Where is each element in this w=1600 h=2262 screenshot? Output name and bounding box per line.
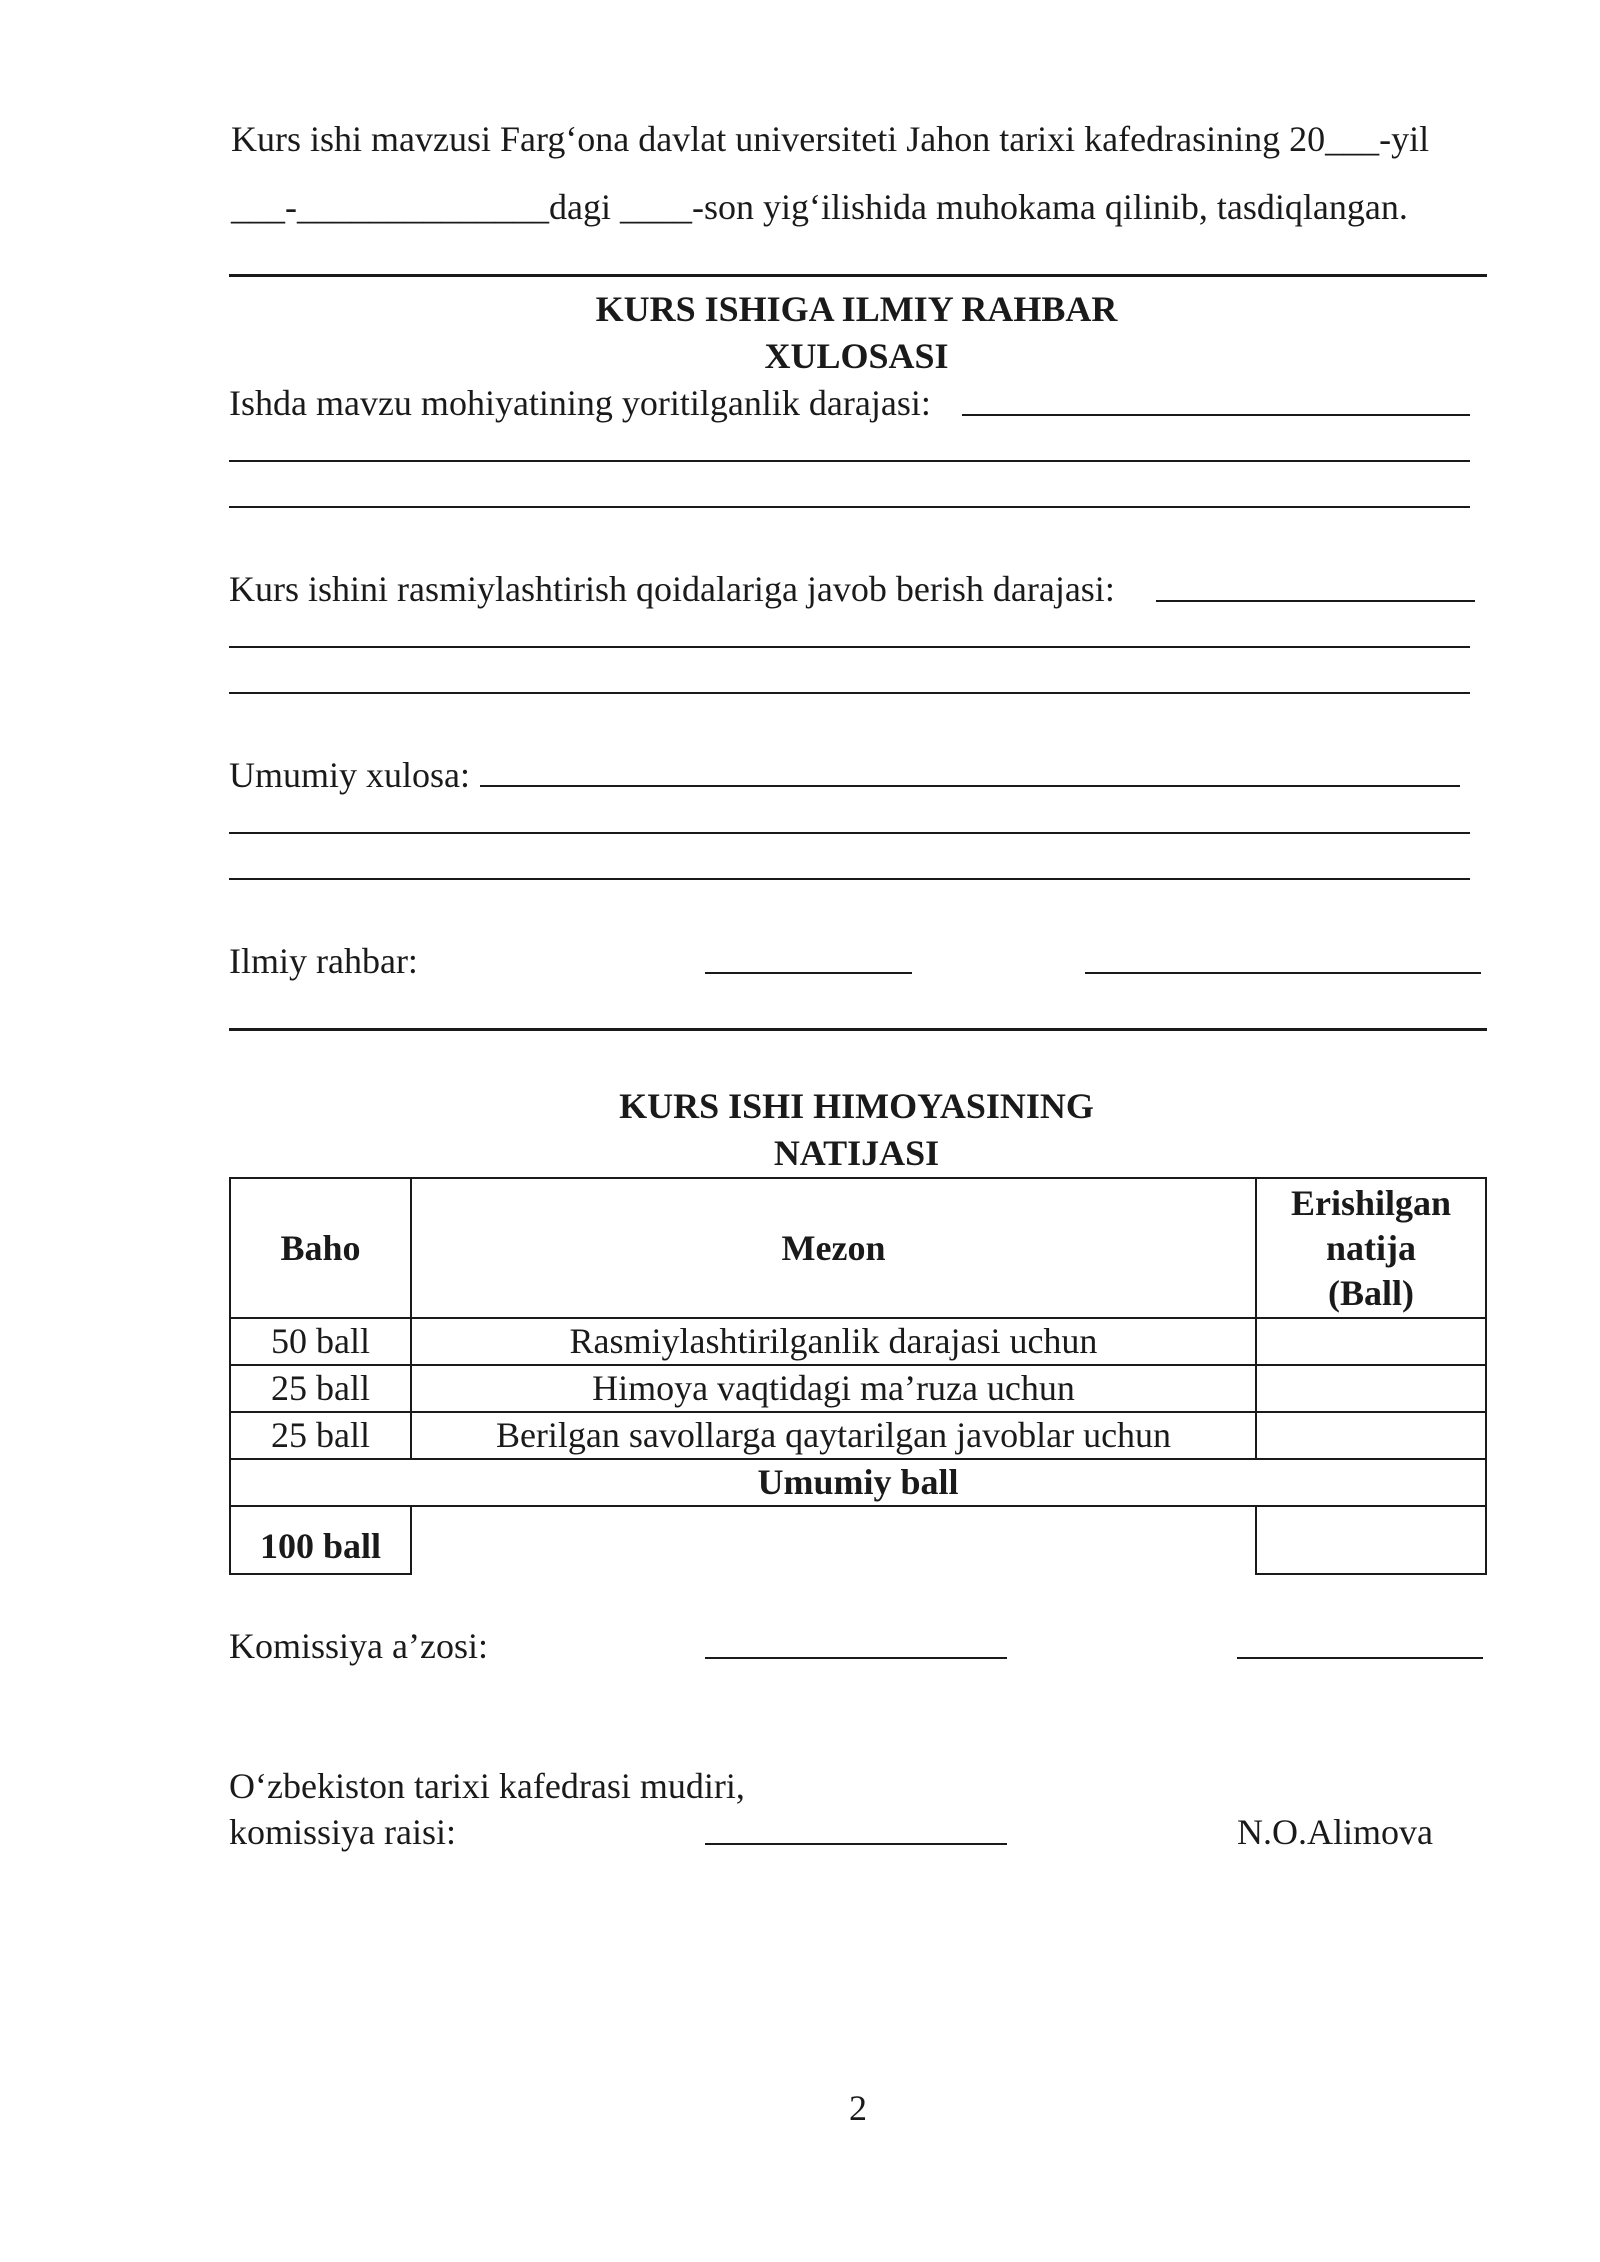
row-criterion: Berilgan savollarga qaytarilgan javoblar uchun — [411, 1412, 1256, 1459]
table-row — [230, 1412, 1486, 1459]
header-result-line-3: (Ball) — [1328, 1272, 1414, 1313]
results-title-line-1: KURS ISHI HIMOYASINING — [619, 1086, 1094, 1126]
conclusion-blank-line — [229, 832, 1470, 834]
commission-name-blank — [1237, 1657, 1483, 1659]
header-result-line-1: Erishilgan — [1290, 1182, 1452, 1223]
total-label: Umumiy ball — [230, 1459, 1486, 1506]
intro-line-1: Kurs ishi mavzusi Farg‘ona davlat universiteti Jahon tarixi kafedrasining 20___-yil — [231, 119, 1430, 159]
header-criterion: Mezon — [411, 1178, 1256, 1318]
supervisor-name-blank — [1085, 972, 1481, 974]
results-table — [229, 1177, 1487, 1575]
coverage-blank-line — [229, 460, 1470, 462]
head-label-line-1: O‘zbekiston tarixi kafedrasi mudiri, — [229, 1766, 745, 1806]
supervisor-signature-blank — [705, 972, 912, 974]
conclusion-title-line-2: XULOSASI — [764, 336, 949, 376]
row-result-cell — [1256, 1318, 1486, 1365]
supervisor-label: Ilmiy rahbar: — [229, 941, 418, 981]
commission-member-label: Komissiya a’zosi: — [229, 1626, 488, 1666]
row-grade: 25 ball — [230, 1412, 411, 1459]
results-title-line-2: NATIJASI — [773, 1133, 940, 1173]
head-label-line-2: komissiya raisi: — [229, 1812, 456, 1852]
coverage-level-blank — [962, 414, 1470, 416]
section-divider — [229, 1028, 1487, 1031]
total-grade: 100 ball — [230, 1506, 411, 1574]
table-header-row — [230, 1178, 1486, 1318]
coverage-level-label: Ishda mavzu mohiyatining yoritilganlik darajasi: — [229, 383, 931, 423]
general-conclusion-blank — [480, 785, 1460, 787]
table-row — [230, 1318, 1486, 1365]
header-grade: Baho — [230, 1178, 411, 1318]
general-conclusion-label: Umumiy xulosa: — [229, 755, 470, 795]
row-grade: 25 ball — [230, 1365, 411, 1412]
formatting-blank-line — [229, 646, 1470, 648]
section-divider — [229, 274, 1487, 277]
intro-line-2: ___-______________dagi ____-son yig‘ilishida muhokama qilinib, tasdiqlangan. — [231, 187, 1408, 227]
table-total-label-row — [230, 1459, 1486, 1506]
page-number: 2 — [849, 2088, 867, 2128]
row-grade: 50 ball — [230, 1318, 411, 1365]
coverage-blank-line — [229, 506, 1470, 508]
conclusion-title-line-1: KURS ISHIGA ILMIY RAHBAR — [595, 289, 1118, 329]
header-result — [1256, 1178, 1486, 1318]
table-row — [230, 1365, 1486, 1412]
total-result-cell — [1256, 1506, 1486, 1574]
formatting-blank-line — [229, 692, 1470, 694]
conclusion-blank-line — [229, 878, 1470, 880]
commission-signature-blank — [705, 1657, 1007, 1659]
formatting-level-blank — [1156, 600, 1475, 602]
table-total-row — [230, 1506, 1486, 1574]
head-signature-blank — [705, 1843, 1007, 1845]
row-criterion: Himoya vaqtidagi ma’ruza uchun — [411, 1365, 1256, 1412]
head-name: N.O.Alimova — [1237, 1812, 1433, 1852]
formatting-level-label: Kurs ishini rasmiylashtirish qoidalariga javob berish darajasi: — [229, 569, 1115, 609]
row-result-cell — [1256, 1412, 1486, 1459]
total-criterion-cell — [411, 1506, 1256, 1574]
header-result-line-2: natija — [1326, 1227, 1416, 1268]
row-result-cell — [1256, 1365, 1486, 1412]
row-criterion: Rasmiylashtirilganlik darajasi uchun — [411, 1318, 1256, 1365]
